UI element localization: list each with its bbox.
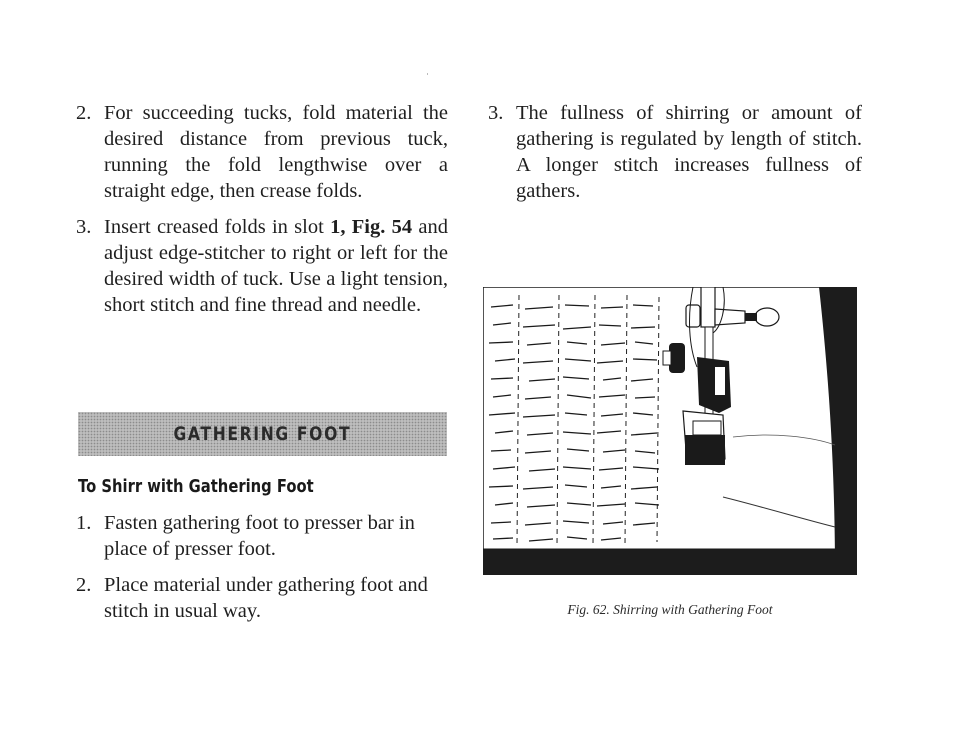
section-banner [78, 412, 447, 456]
instruction-item-2 [76, 100, 448, 204]
step-text: Place material under gathering foot and stitch in usual way. [104, 574, 428, 622]
banner-title: GATHERING FOOT [173, 423, 352, 445]
right-column [488, 100, 862, 204]
illustration-svg [483, 287, 857, 575]
shirring-illustration [483, 287, 857, 575]
step-1 [76, 510, 448, 562]
gathering-steps [76, 510, 448, 624]
item-text-end: and adjust edge-stitcher to right or left for the desired width of tuck. Use a light tension, short stitch and fine thread and needle. [104, 216, 448, 316]
instruction-item-3 [76, 214, 448, 318]
step-number: 1. [76, 512, 92, 534]
step-2 [76, 572, 448, 624]
subheading: To Shirr with Gathering Foot [78, 476, 314, 497]
step-number: 2. [76, 574, 92, 596]
step-text: Fasten gathering foot to presser bar in place of presser foot. [104, 512, 415, 560]
left-column [76, 100, 448, 318]
item-number: 3. [76, 216, 92, 238]
item-text: The fullness of shirring or amount of gathering is regulated by length of stitch. A longer stitch increases fullness of gathers. [516, 102, 862, 202]
figure-caption: Fig. 62. Shirring with Gathering Foot [567, 602, 773, 617]
item-number: 3. [488, 102, 504, 124]
item-text-start: Insert creased folds in slot [104, 216, 331, 238]
item-number: 2. [76, 102, 92, 124]
figure-reference: 1, Fig. 54 [330, 216, 413, 238]
scan-speck [427, 73, 428, 75]
instruction-item-3-right [488, 100, 862, 204]
item-text: For succeeding tucks, fold material the desired distance from previous tuck, running the fold lengthwise over a straight edge, then crease folds. [104, 102, 448, 202]
